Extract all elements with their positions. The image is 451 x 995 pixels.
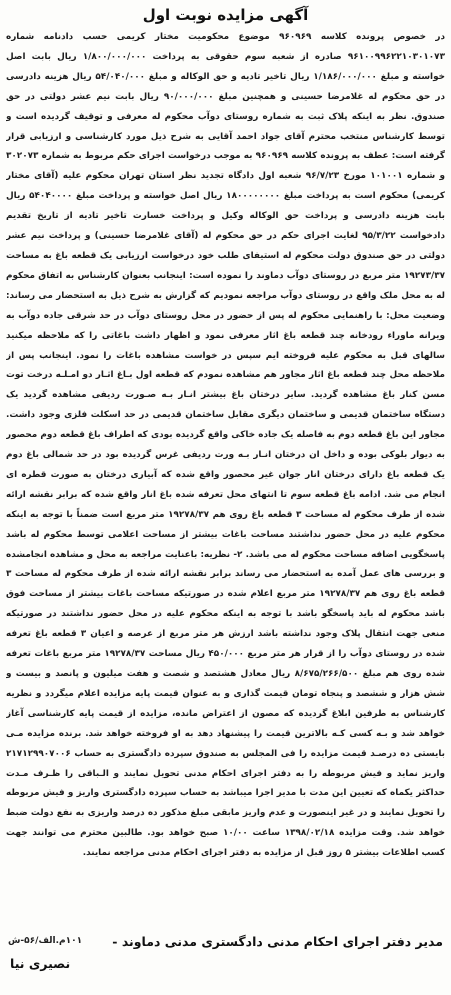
notice-footer <box>8 930 443 952</box>
notice-title: آگهی مزایده نوبت اول <box>142 6 309 24</box>
notice-reference-code: ۱۰۱م.الف/۵۶-ش <box>8 936 83 946</box>
office-signature: مدیر دفتر اجرای احکام مدنی دادگستری مدنی دماوند - <box>112 933 443 949</box>
notice-body: در خصوص پرونده کلاسه ۹۶۰۹۶۹ موضوع محکومیت مختار کریمی حسب دادنامه شماره ۹۶۱۰۰۹۹۶۲۲۱۰۳۰۱۰۷۳ صادره از شعبه سوم حقوقی به پرداخت ۱/۸۰۰/۰۰۰/۰۰۰ ریال بابت اصل خواسته و مبلغ ۱/۱۸۶/۰۰۰/۰۰۰ ریال تاخیر تادیه و حق الوکاله و مبلغ ۵۴/۰۴۰/۰۰۰ ریال هزینه دادرسی در حق محکوم له غلامرضا حسینی و همچنین مبلغ ۹۰/۰۰۰/۰۰۰ ریال بابت نیم عشر دولتی در حق صندوق. نظر به اینکه پلاک ثبت به شماره روستای دوآب محکوم له معرفی و توقیف گردیده است و توسط کارشناس منتخب محترم آقای جواد احمد آقایی به شرح ذیل مورد کارشناسی و ارزیابی قرار گرفته است: عطف به پرونده کلاسه ۹۶۰۹۶۹ به موجب درخواست اجرای حکم مربوط به شماره ۳۰۲۰۷۳ و شماره ۱۰۱۰۰۱ مورخ ۹۶/۷/۲۳ شعبه اول دادگاه تجدید نظر استان تهران محکوم علیه (آقای مختار کریمی) محکوم است به پرداخت مبلغ ۱۸۰۰۰۰۰۰۰۰ ریال اصل خواسته و پرداخت مبلغ ۵۴۰۴۰۰۰۰ ریال بابت هزینه دادرسی و پرداخت حق الوکاله وکیل و پرداخت خسارت تاخیر تادیه از تاریخ تقدیم دادخواست ۹۵/۳/۲۲ لغایت اجرای حکم در حق محکوم له (آقای غلامرضا حسینی) و پرداخت نیم عشر دولتی در حق صندوق دولت محکوم له استیفای طلب خود درخواست ارزیابی یک قطعه باغ به مساحت ۱۹۲۷۳/۳۷ متر مربع در روستای دوآب دماوند را نموده است: اینجانب بعنوان کارشناس به اتفاق محکوم له به محل ملک واقع در روستای دوآب مراجعه نمودیم که گزارش به شرح ذیل به استحضار می رساند: وضعیت محل: با راهنمایی محکوم له پس از حضور در محل روستای دوآب در حد شرقی جاده دوآب به ویرانه ماوراء رودخانه چند قطعه باغ اثار معرفی نمود و اظهار داشت باغاتی را که ملاحظه میکنید سالهای قبل به محکوم علیه فروخته ایم سپس در خواست مشاهده باغات را نمود. اینجانب پس از ملاحظه محل چند قطعه باغ اثار مجاور هم مشاهده نمودم که قطعه اول بـاغ اثـار دو امـلـه درخت توت مسن کنار باغ مشاهده گردید. سایر درختان باغ بیشتر انـار بـه صـورت ردیفی مشاهده گردید یک دستگاه ساختمان قدیمی و ساختمان دیگری مقابل ساختمان قدیمی در حد اسکلت فلزی وجود داشت. مجاور این باغ قطعه دوم به فاصله یک جاده خاکی واقع گردیده بودی که اطراف باغ قطعه دوم محصور به دیوار بلوکی بوده و داخل ان درختان انـار بـه ورت ردیفی غرس گردیده بود در حد شمالی باغ دوم یک قطعه باغ دارای درختان انار جوان غیر محصور واقع شده که آبیاری درختان به صورت قطره ای انجام می شد. ادامه باغ قطعه سوم تا انتهای محل تعرفه شده باغ انار واقع شده که برابر نقشه ارائه شده از طرف محکوم له مساحت ۳ قطعه باغ روی هم ۱۹۲۷۸/۳۷ متر مربع است ضمناً با توجه به اینکه محکوم علیه در محل حضور نداشتند مساحت باغات بیشتر از مساحت اعلامی توسط محکوم له باشد پاسخگویی اضافه مساحت محکوم له می باشد. ۲- نظریه: باعنایت مراجعه به محل و مشاهده انجامشده و بررسی های عمل آمده به استحضار می رساند برابر نقشه ارائه شده از طرف محکوم له مساحت ۳ قطعه باغ روی هم ۱۹۲۷۸/۳۷ متر مربع اعلام شده در صورتیکه مساحت باغات بیشتر از مساحت فوق باشد محکوم له باید پاسخگو باشد با توجه به اینکه محکوم علیه در محل حضور نداشتند در صورتیکه منعی جهت انتقال پلاک وجود نداشته باشد ارزش هر متر مربع از عرصه و اعیان ۳ قطعه باغ تعرفه شده در روستای دوآب را از قرار هر متر مربع ۴۵۰/۰۰۰ ریال مساحت ۱۹۲۷۸/۳۷ متر مربع باغات تعرفه شده روی هم مبلغ ۸/۶۷۵/۲۶۶/۵۰۰ ریال معادل هشتصد و شصت و هفت میلیون و پانصد و بیست و شش هزار و ششصد و پنجاه تومان قیمت گذاری و به عنوان قیمت پایه مزایده اعلام میگردد و نظریه کارشناس به طرفین ابلاغ گردیده که مصون از اعتراض مانده، مزایده از قیمت پایه کارشناسی آغاز خواهد شد و بـه کسی کـه بالاترین قیمت را پیشنهاد دهد به او فروخته خواهد شد. برنده مزایده مـی بایستی ده درصـد قیمت مزایده را فی المجلس به صندوق سپرده دادگستری به حساب ۲۱۷۱۲۹۹۰۷۰۰۶ واریز نماید و فیش مربوطه را به دفتر اجرای احکام مدنی تحویل نمایند و الـباقی را ظـرف مـدت حداکثر یکماه که تعیین این مدت با مدیر اجرا میباشد به حساب سپرده دادگستری واریز و فیش مربوطه را تحویل نمایند و در غیر اینصورت و عدم واریز مابقی مبلغ مذکور ده درصد واریزی به نفع دولت ضبط خواهد شد. وقت مزایده ۱۳۹۸/۰۲/۱۸ ساعت ۱۰/۰۰ صبح خواهد بود. طالبین محترم می توانند جهت کسب اطلاعات بیشتر ۵ روز قبل از مزایده به دفتر اجرای احکام مدنی مراجعه نمایند. <box>6 32 445 859</box>
signatory-name: نصیری نیا <box>10 956 71 971</box>
